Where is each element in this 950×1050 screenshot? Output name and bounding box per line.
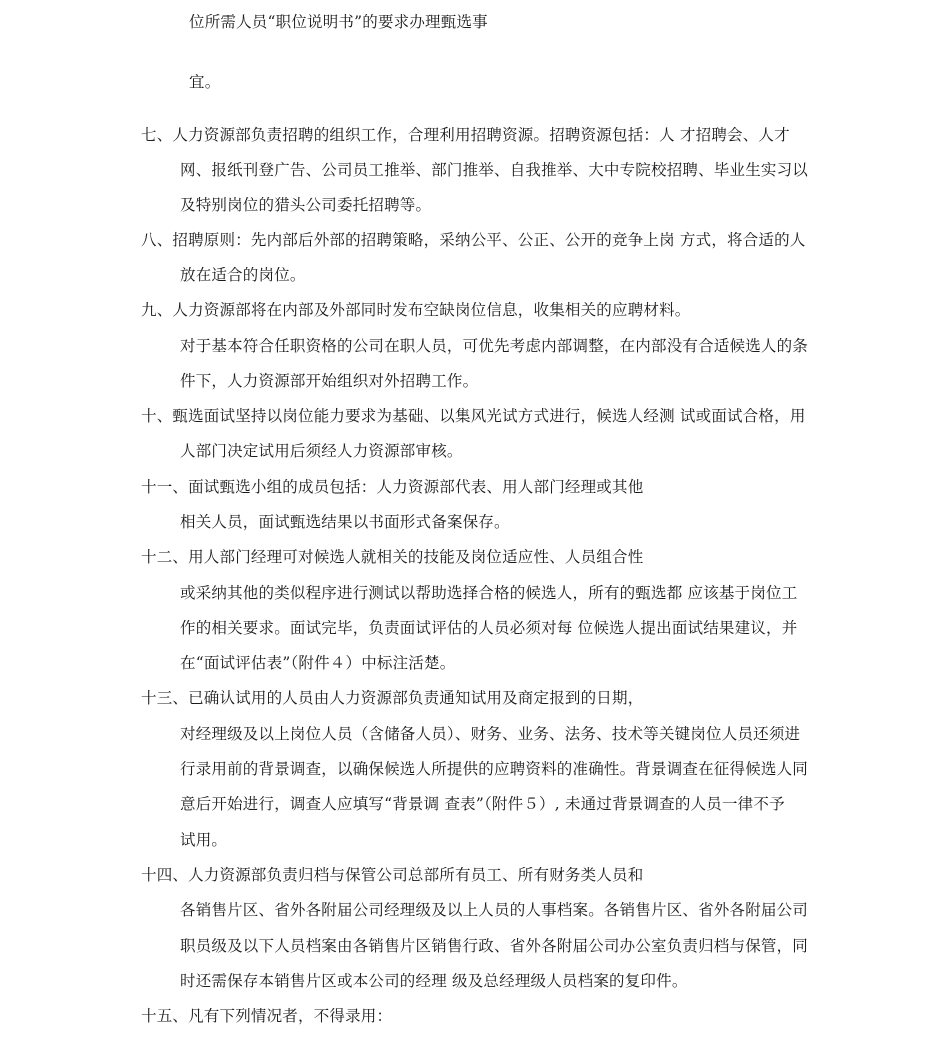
- section-14-heading: 十四、人力资源部负责归档与保管公司总部所有员工、所有财务类人员和: [141, 866, 644, 884]
- text-line: 试用。: [180, 831, 228, 849]
- text-line: 人部门决定试用后须经人力资源部审核。: [180, 442, 463, 460]
- text-line: 行录用前的背景调查，以确保候选人所提供的应聘资料的准确性。背景调查在征得候选人同: [180, 760, 809, 778]
- text-line: 放在适合的岗位。: [180, 266, 306, 284]
- text-line: 意后开始进行，调查人应填写“背景调 查表”（附件５）, 未通过背景调查的人员一律不予: [180, 795, 785, 813]
- text-line: 网、报纸刊登广告、公司员工推举、部门推举、自我推举、大中专院校招聘、毕业生实习以: [180, 161, 809, 179]
- text-line: 位所需人员“职位说明书”的要求办理甄选事: [189, 13, 488, 31]
- text-line: 及特别岗位的猎头公司委托招聘等。: [180, 196, 432, 214]
- section-7-heading: 七、人力资源部负责招聘的组织工作，合理利用招聘资源。招聘资源包括：人 才招聘会、人才: [141, 126, 790, 144]
- section-12-heading: 十二、用人部门经理可对候选人就相关的技能及岗位适应性、人员组合性: [141, 548, 644, 566]
- section-13-heading: 十三、已确认试用的人员由人力资源部负责通知试用及商定报到的日期，: [141, 689, 644, 707]
- text-line: 相关人员，面试甄选结果以书面形式备案保存。: [180, 513, 510, 531]
- text-line: 对经理级及以上岗位人员（含储备人员）、财务、业务、法务、技术等关键岗位人员还须进: [180, 725, 801, 743]
- text-line: 各销售片区、省外各附届公司经理级及以上人员的人事档案。各销售片区、省外各附届公司: [180, 901, 809, 919]
- text-line: 件下，人力资源部开始组织对外招聘工作。: [180, 372, 479, 390]
- text-line: 在“面试评估表”（附件４）中标注活楚。: [180, 654, 456, 672]
- section-15-heading: 十五、凡有下列情况者，不得录用：: [141, 1007, 393, 1025]
- text-line: 职员级及以下人员档案由各销售片区销售行政、省外各附届公司办公室负责归档与保管，同: [180, 937, 809, 955]
- text-line: 作的相关要求。面试完毕，负责面试评估的人员必须对每 位候选人提出面试结果建议，并: [180, 619, 798, 637]
- section-10-heading: 十、甄选面试坚持以岗位能力要求为基础、以集风光试方式进行，候选人经测 试或面试合格，用: [141, 407, 806, 425]
- text-line: 宜。: [189, 73, 221, 91]
- section-8-heading: 八、招聘原则：先内部后外部的招聘策略，采纳公平、公正、公开的竞争上岗 方式，将合适的人: [141, 231, 806, 249]
- text-line: 时还需保存本销售片区或本公司的经理 级及总经理级人员档案的复印件。: [180, 972, 688, 990]
- section-9-heading: 九、人力资源部将在内部及外部同时发布空缺岗位信息，收集相关的应聘材料。: [141, 301, 691, 319]
- section-11-heading: 十一、面试甄选小组的成员包括：人力资源部代表、用人部门经理或其他: [141, 478, 644, 496]
- text-line: 对于基本符合任职资格的公司在职人员，可优先考虑内部调整，在内部没有合适候选人的条: [180, 337, 809, 355]
- text-line: 或采纳其他的类似程序进行测试以帮助选择合格的候选人，所有的甄选都 应该基于岗位工: [180, 584, 798, 602]
